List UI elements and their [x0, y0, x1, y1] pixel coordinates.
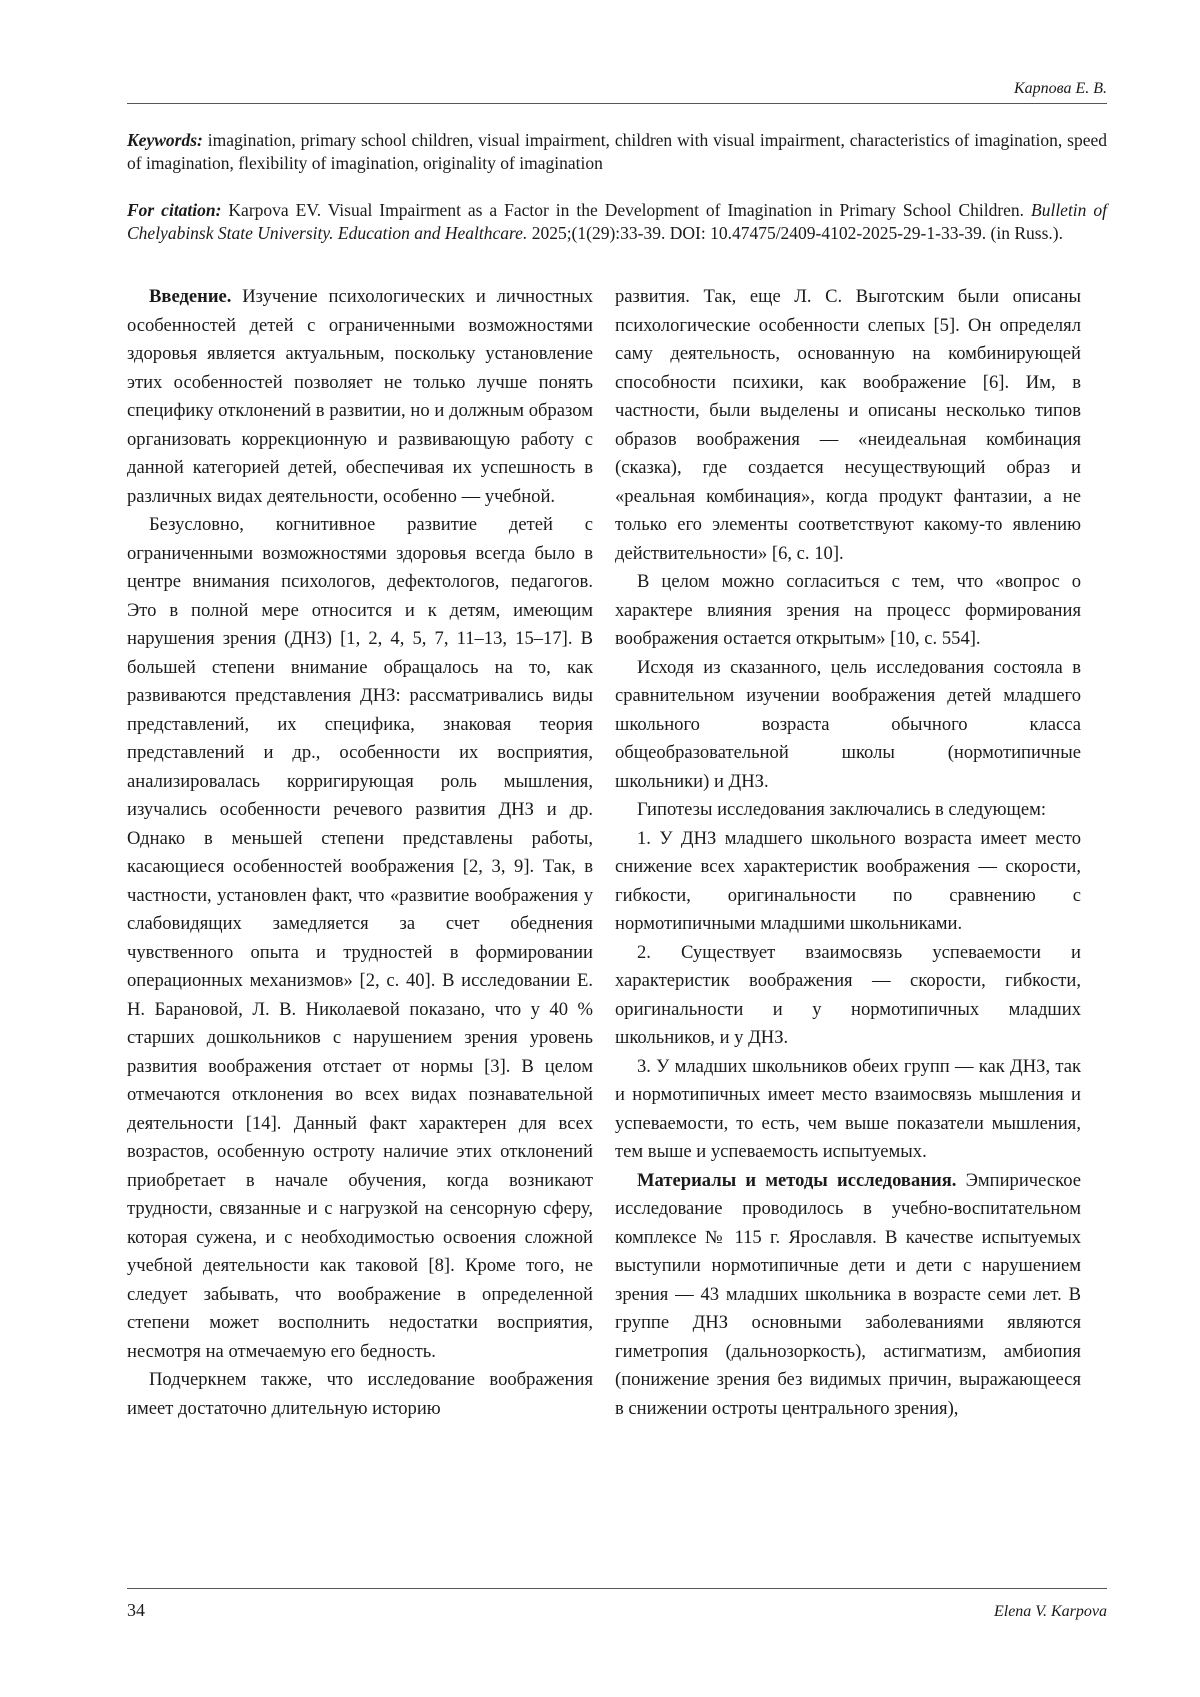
left-paragraph-2: Безусловно, когнитивное развитие детей с ограниченными возможностями здоровья всегда было в центре внимания психологов, дефектологов, педагогов. Это в полной мере относится и к детям, имеющим нарушения зрения (ДНЗ) [1, 2, 4, 5, 7, 11–13, 15–17]. В большей степени внимание обращалось на то, как развиваются представления ДНЗ: рассматривались виды представлений, их специфика, знаковая теория представлений и др., особенности их восприятия, анализировалась корригирующая роль мышления, изучались особенности речевого развития ДНЗ и др. Однако в меньшей степени представлены работы, касающиеся особенностей воображения [2, 3, 9]. Так, в частности, установлен факт, что «развитие воображения у слабовидящих замедляется за счет обеднения чувственного опыта и трудностей в формировании операционных механизмов» [2, с. 40]. В исследовании Е. Н. Барановой, Л. В. Николаевой показано, что у 40 % старших дошкольников с нарушением зрения уровень развития воображения отстает от нормы [3]. В целом отмечаются отклонения во всех видах познавательной деятельности [14]. Данный факт характерен для всех возрастов, особенную остроту наличие этих отклонений приобретает в начале обучения, когда возникают трудности, связанные и с нагрузкой на сенсорную сферу, которая сужена, и с необходимостью освоения сложной учебной деятельности как таковой [8]. Кроме того, не следует забывать, что воображение в определенной степени может восполнить недостатки восприятия, несмотря на отмечаемую его бедность.: [127, 514, 593, 1362]
running-head-author: Карпова Е. В.: [1013, 80, 1107, 97]
intro-heading: Введение.: [149, 286, 232, 307]
citation-block: [127, 199, 1107, 244]
keywords-label: Keywords:: [127, 130, 203, 150]
citation-text-after: 2025;(1(29):33-39. DOI: 10.47475/2409-4102-2025-29-1-33-39. (in Russ.).: [531, 222, 1063, 243]
methods-heading: Материалы и методы исследования.: [637, 1169, 957, 1191]
citation-journal: Bulletin of Chelyabinsk State University. Education and Healthcare.: [127, 200, 1107, 243]
footer-author: Elena V. Karpova: [993, 1603, 1107, 1620]
keywords-block: [127, 129, 1107, 174]
page-number: 34: [127, 1600, 145, 1620]
left-paragraph-3: Подчеркнем также, что исследование воображения имеет достаточно длительную историю: [127, 1369, 593, 1419]
right-paragraph-3: Исходя из сказанного, цель исследования состояла в сравнительном изучении воображения детей младшего школьного возраста обычного класса общеобразовательной школы (нормотипичные школьники) и ДНЗ.: [615, 656, 1081, 792]
hypothesis-3: 3. У младших школьников обеих групп — как ДНЗ, так и нормотипичных имеет место взаимосвязь мышления и успеваемости, то есть, чем выше показатели мышления, тем выше и успеваемость испытуемых.: [615, 1055, 1081, 1162]
methods-paragraph: [615, 1167, 1081, 1424]
right-paragraph-1-continued: развития. Так, еще Л. С. Выготским были описаны психологические особенности слепых [5]. Он определял саму деятельность, основанную на комбинирующей способности психики, как воображение [6]. Им, в частности, были выделены и описаны несколько типов образов воображения — «неидеальная комбинация (сказка), где создается несуществующий образ и «реальная комбинация», когда продукт фантазии, а не только его элементы соответствуют какому-то явлению действительности» [6, с. 10].: [615, 286, 1081, 564]
right-paragraph-2: В целом можно согласиться с тем, что «вопрос о характере влияния зрения на процесс формирования воображения остается открытым» [10, с. 554].: [615, 571, 1081, 649]
intro-paragraph: [127, 283, 593, 511]
left-column: [127, 283, 593, 1423]
footer-rule: [127, 1588, 1107, 1589]
methods-text: Эмпирическое исследование проводилось в учебно-воспитательном комплексе № 115 г. Ярославля. В качестве испытуемых выступили нормотипичные дети и дети с нарушением зрения — 43 младших школьника в возрасте семи лет. В группе ДНЗ основными заболеваниями являются гиметропия (дальнозоркость), астигматизм, амбиопия (понижение зрения без видимых причин, выражающееся в снижении остроты центрального зрения),: [615, 1169, 1081, 1419]
hypothesis-1: 1. У ДНЗ младшего школьного возраста имеет место снижение всех характеристик воображения — скорости, гибкости, оригинальности по сравнению с нормотипичными младшими школьниками.: [615, 827, 1081, 934]
citation-label: For citation:: [127, 200, 222, 220]
hypothesis-2: 2. Существует взаимосвязь успеваемости и характеристик воображения — скорости, гибкости, оригинальности и у нормотипичных младших школьников, и у ДНЗ.: [615, 941, 1081, 1048]
citation-text-before: Karpova EV. Visual Impairment as a Factor in the Development of Imagination in Primary School Children.: [228, 200, 1025, 220]
keywords-text: imagination, primary school children, visual impairment, children with visual impairment, characteristics of imagination, speed of imagination, flexibility of imagination, originality of imagination: [127, 130, 1108, 173]
right-column: [615, 283, 1081, 1423]
right-paragraph-4: Гипотезы исследования заключались в следующем:: [637, 799, 1047, 820]
header-rule: [127, 103, 1107, 104]
intro-text: Изучение психологических и личностных особенностей детей с ограниченными возможностями здоровья является актуальным, поскольку установление этих особенностей позволяет не только лучше понять специфику отклонений в развитии, но и должным образом организовать коррекционную и развивающую работу с данной категорией детей, обеспечивая их успешность в различных видах деятельности, особенно — учебной.: [127, 286, 593, 507]
